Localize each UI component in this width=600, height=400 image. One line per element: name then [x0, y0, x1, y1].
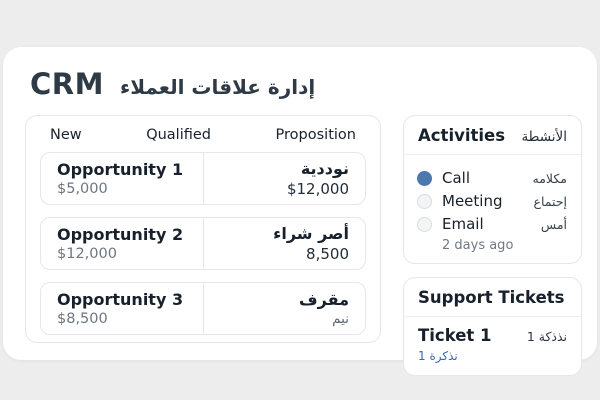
- opportunity-card[interactable]: [41, 153, 203, 204]
- activities-panel: [403, 115, 582, 264]
- activities-title: Activities: [418, 126, 506, 145]
- opportunity-amount: $5,000: [57, 181, 108, 198]
- main-content: [3, 113, 597, 376]
- opportunity-row-3[interactable]: [40, 282, 366, 335]
- support-tickets-panel: [403, 277, 582, 376]
- activities-title-arabic: الأنشطة: [521, 129, 567, 145]
- activity-label: Call: [442, 169, 471, 187]
- ticket-link[interactable]: نذكرة 1: [418, 349, 458, 363]
- opportunity-name: Opportunity 3: [57, 289, 184, 309]
- column-header-qualified: Qualified: [146, 127, 211, 143]
- activity-label-arabic: أمس: [540, 216, 567, 232]
- activity-label: Email: [442, 215, 484, 233]
- page-title-arabic: إدارة علاقات العملاء: [119, 75, 316, 99]
- page-title: CRM: [30, 67, 104, 101]
- activity-item-email[interactable]: [417, 215, 567, 233]
- ticket-name: Ticket 1: [418, 326, 492, 345]
- ticket-list-item[interactable]: [404, 317, 581, 375]
- opportunity-value: 8,500: [306, 245, 349, 264]
- right-sidebar: [403, 115, 582, 376]
- opportunity-name-arabic: أصر شراء: [273, 224, 349, 244]
- activity-timestamp: 2 days ago: [442, 238, 514, 253]
- opportunity-name-arabic: نوددية: [300, 159, 349, 179]
- opportunity-amount: $8,500: [57, 311, 108, 328]
- activity-label: Meeting: [442, 192, 503, 210]
- column-header-new: New: [50, 127, 82, 143]
- radio-button-call[interactable]: [417, 171, 432, 186]
- support-tickets-title: Support Tickets: [418, 288, 565, 307]
- opportunity-card[interactable]: [41, 218, 203, 269]
- opportunity-card[interactable]: [41, 283, 203, 334]
- radio-button-meeting[interactable]: [417, 194, 432, 209]
- activities-header: [404, 116, 581, 155]
- activity-item-call[interactable]: [417, 169, 567, 187]
- activity-label-arabic: مكلامه: [532, 170, 567, 186]
- opportunity-value: $12,000: [286, 180, 349, 199]
- opportunity-value: نيم: [332, 311, 349, 328]
- activity-label-arabic: إحتماع: [533, 193, 567, 209]
- ticket-name-arabic: نذذكة 1: [526, 329, 567, 344]
- support-tickets-header: [404, 278, 581, 317]
- opportunity-card-arabic[interactable]: [203, 218, 366, 269]
- opportunity-name: Opportunity 1: [57, 159, 184, 179]
- pipeline-board: [25, 115, 381, 343]
- radio-button-email[interactable]: [417, 217, 432, 232]
- opportunity-card-arabic[interactable]: [203, 283, 366, 334]
- pipeline-columns: [26, 116, 380, 152]
- opportunity-card-arabic[interactable]: [203, 153, 366, 204]
- opportunity-row-2[interactable]: [40, 217, 366, 270]
- opportunity-name-arabic: مقرف: [299, 290, 349, 310]
- opportunity-amount: $12,000: [57, 246, 117, 263]
- activity-list: [404, 155, 581, 263]
- ticket-line: [418, 326, 567, 345]
- opportunity-row-1[interactable]: [40, 152, 366, 205]
- column-header-proposition: Proposition: [275, 127, 356, 143]
- page-header: [3, 47, 597, 113]
- activity-item-meeting[interactable]: [417, 192, 567, 210]
- crm-app-window: [3, 47, 597, 363]
- opportunity-name: Opportunity 2: [57, 224, 184, 244]
